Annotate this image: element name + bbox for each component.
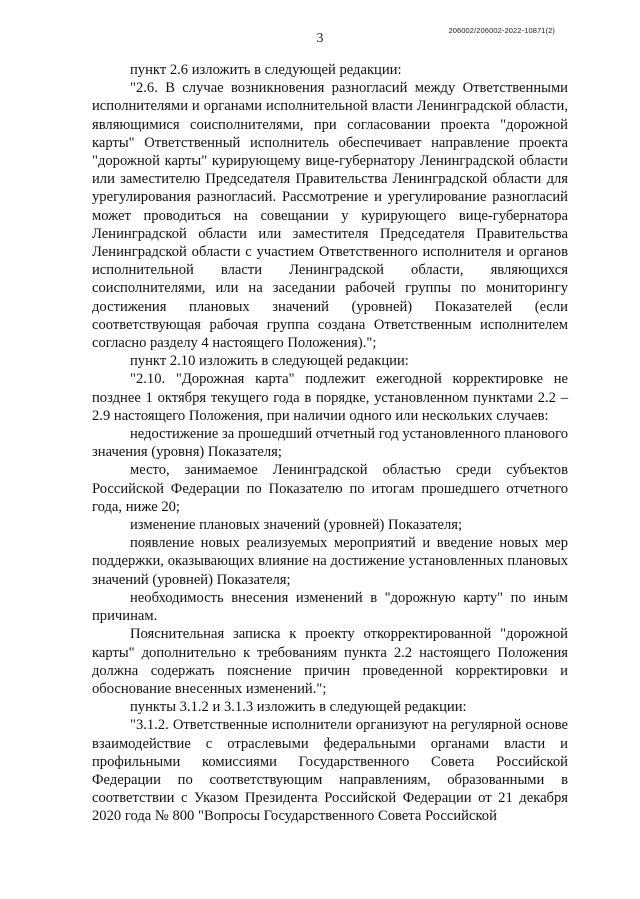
page-number: 3 bbox=[316, 31, 324, 46]
paragraph-3-1-2-text: "3.1.2. Ответственные исполнители организуют на регулярной основе взаимодействие с отраслевыми федеральными органами власти и профильными комиссиями Государственного Совета Российской Федерации по соответствующим направлениям, образованными в соответствии с Указом Президента Российской Федерации от 21 декабря 2020 года № 800 "Вопросы Государственного Совета Российской bbox=[92, 717, 568, 825]
list-item-case-1: недостижение за прошедший отчетный год установленного планового значения (уровня) Показателя; bbox=[92, 426, 568, 461]
document-id: 206002/206002-2022-10871(2) bbox=[448, 26, 555, 35]
paragraph-amend-2-10: пункт 2.10 изложить в следующей редакции: bbox=[130, 353, 409, 370]
list-item-case-2: место, занимаемое Ленинградской областью среди субъектов Российской Федерации по Показателю по итогам прошедшего отчетного года, ниже 20; bbox=[92, 462, 568, 515]
paragraph-2-6-text: "2.6. В случае возникновения разногласий между Ответственными исполнителями и органами исполнительной власти Ленинградской области, являющимися соисполнителями, при согласовании проекта "дорожной карты" Ответственный исполнитель обеспечивает направление проекта "дорожной карты" курирующему вице-губернатору Ленинградской области или заместителю Председателя Правительства Ленинградской области для урегулирования разногласий. Рассмотрение и урегулирование разногласий может проводиться на совещании у курирующего вице-губернатора Ленинградской области или заместителя Председателя Правительства Ленинградской области с участием Ответственного исполнителя и органов исполнительной власти Ленинградской области, являющихся соисполнителями, или на заседании рабочей группы по мониторингу достижения плановых значений (уровней) Показателей (если соответствующая рабочая группа создана Ответственным исполнителем согласно разделу 4 настоящего Положения)."; bbox=[92, 80, 568, 352]
paragraph-2-10-text: "2.10. "Дорожная карта" подлежит ежегодной корректировке не позднее 1 октября текущего года в порядке, установленном пунктами 2.2 – 2.9 настоящего Положения, при наличии одного или нескольких случаев: bbox=[92, 371, 568, 424]
list-item-case-4: появление новых реализуемых мероприятий и введение новых мер поддержки, оказывающих влияние на достижение установленных плановых значений (уровней) Показателя; bbox=[92, 535, 568, 588]
list-item-case-3: изменение плановых значений (уровней) Показателя; bbox=[130, 517, 462, 534]
paragraph-amend-3-1-2: пункты 3.1.2 и 3.1.3 изложить в следующей редакции: bbox=[130, 699, 467, 716]
paragraph-amend-2-6: пункт 2.6 изложить в следующей редакции: bbox=[130, 62, 402, 78]
list-item-case-5: необходимость внесения изменений в "дорожную карту" по иным причинам. bbox=[92, 589, 568, 625]
document-body bbox=[92, 61, 568, 826]
paragraph-explanatory-note: Пояснительная записка к проекту откорректированной "дорожной карты" дополнительно к требованиям пункта 2.2 настоящего Положения должна содержать пояснение причин проведенной корректировки и обоснование внесенных изменений."; bbox=[92, 626, 568, 697]
